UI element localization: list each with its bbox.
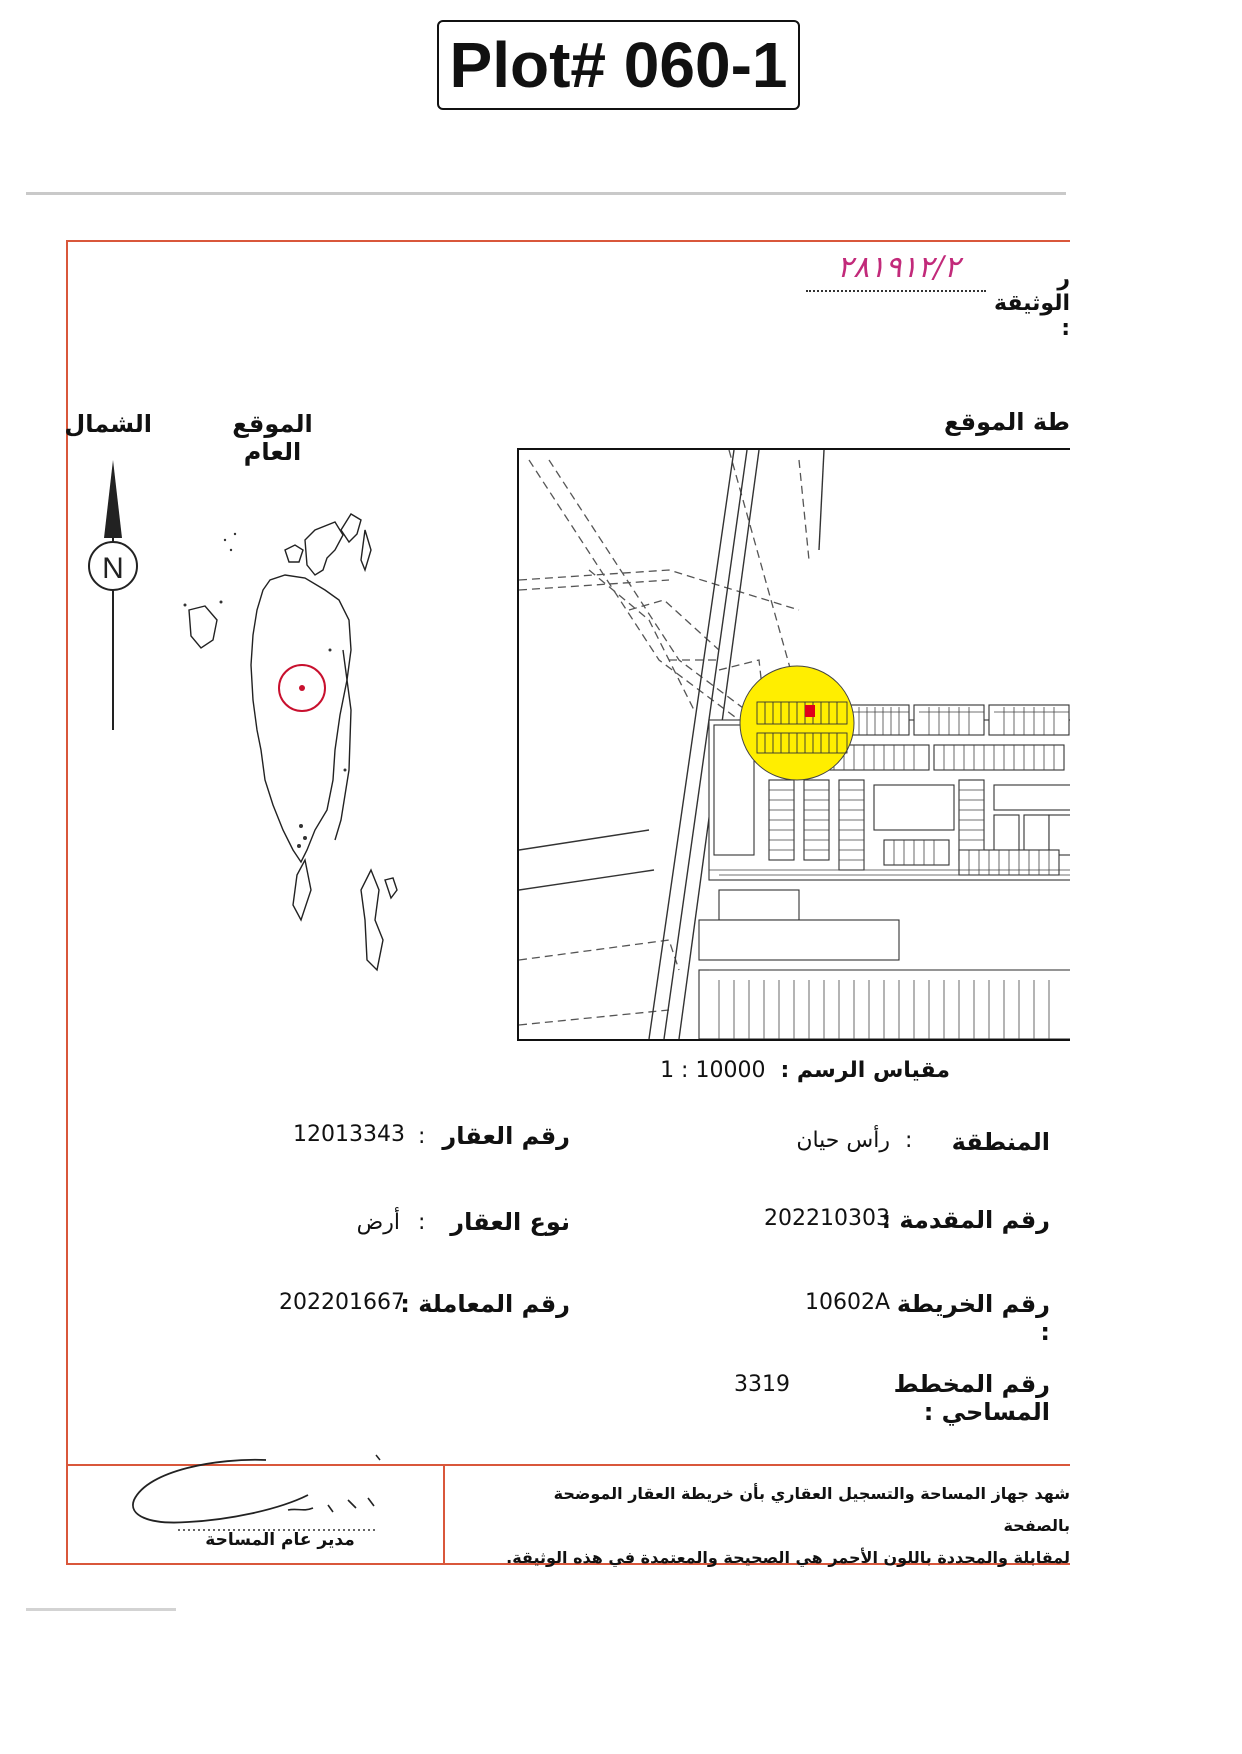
property-number-value: 12013343 (293, 1122, 405, 1147)
document-number-handwritten: ٢٨١٩١٢/٢ (837, 250, 960, 285)
survey-plan-label: رقم المخطط المساحي : (893, 1370, 1050, 1426)
scale-label: مقياس الرسم : (780, 1058, 950, 1083)
signature-title: مدير عام المساحة (205, 1530, 355, 1550)
general-location-heading: الموقع العام (232, 410, 313, 466)
survey-plan-value: 3319 (734, 1372, 790, 1397)
application-number-label: رقم المقدمة : (881, 1206, 1050, 1234)
map-number-label: رقم الخريطة : (896, 1290, 1050, 1346)
certification-text (505, 1478, 1070, 1574)
document-number-dots (806, 290, 986, 292)
transaction-number-label: رقم المعاملة : (400, 1290, 570, 1318)
document-number-label: ر الوثيقة : (993, 266, 1070, 341)
property-number-label: رقم العقار (442, 1122, 570, 1150)
site-plan-heading: طة الموقع (944, 408, 1070, 436)
north-heading: الشمال (64, 410, 152, 438)
plot-title: Plot# 060-1 (437, 20, 800, 110)
scan-edge (26, 192, 1066, 195)
site-plan-map (517, 448, 1070, 1041)
colon: : (418, 1124, 426, 1149)
bahrain-location-map (165, 450, 465, 990)
property-type-label: نوع العقار (450, 1208, 570, 1236)
colon: : (418, 1210, 426, 1235)
application-number-value: 202210303 (764, 1206, 890, 1231)
scale-row (650, 1058, 950, 1083)
region-label: المنطقة (951, 1128, 1050, 1156)
north-arrow-icon (78, 460, 148, 730)
scan-edge (26, 1608, 176, 1611)
plot-marker (805, 705, 815, 717)
footer-separator (443, 1464, 445, 1564)
transaction-number-value: 202201667 (279, 1290, 405, 1315)
certification-line-1: شهد جهاز المساحة والتسجيل العقاري بأن خريطة العقار الموضحة بالصفحة (553, 1484, 1070, 1535)
property-type-value: أرض (356, 1210, 400, 1235)
certification-line-2: لمقابلة والمحددة باللون الأحمر هي الصحيحة والمعتمدة في هذه الوثيقة. (506, 1548, 1070, 1567)
scale-value: 1 : 10000 (660, 1058, 766, 1083)
north-letter: N (102, 552, 124, 585)
compass (78, 460, 148, 730)
map-number-value: 10602A (804, 1290, 890, 1315)
colon: : (905, 1128, 913, 1153)
location-marker (299, 685, 305, 691)
region-value: رأس حيان (796, 1128, 890, 1153)
